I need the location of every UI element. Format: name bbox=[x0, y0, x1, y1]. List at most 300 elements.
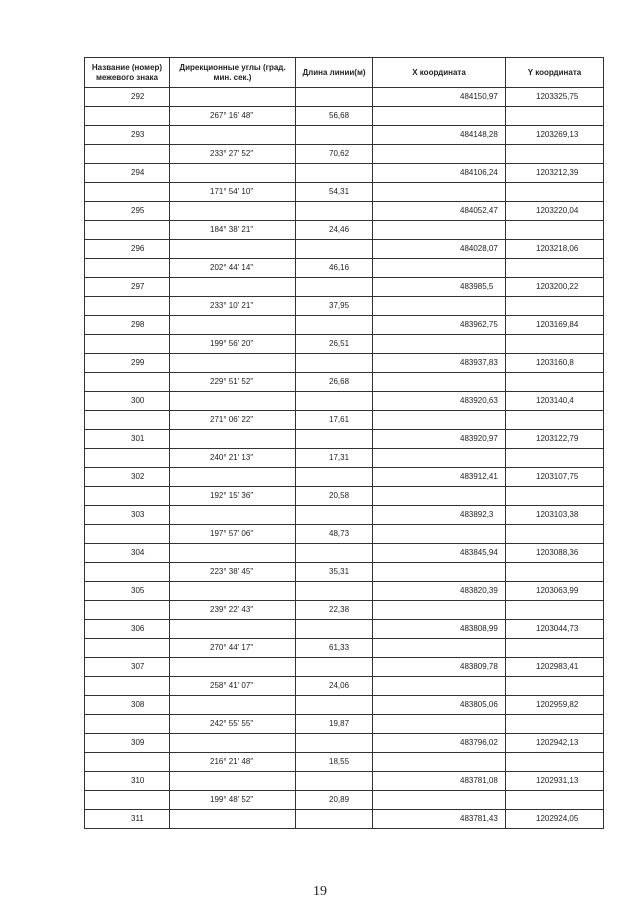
cell-y-value: 1203218,06 bbox=[536, 244, 579, 253]
cell-y-value: 1203088,36 bbox=[536, 548, 579, 557]
cell-length bbox=[296, 202, 373, 221]
cell-length bbox=[296, 145, 373, 164]
cell-name bbox=[85, 601, 170, 620]
cell-y bbox=[506, 259, 604, 278]
cell-length bbox=[296, 582, 373, 601]
cell-x bbox=[373, 240, 506, 259]
cell-y bbox=[506, 487, 604, 506]
cell-x bbox=[373, 544, 506, 563]
cell-name-value: 309 bbox=[131, 738, 145, 747]
cell-y-value: 1203044,73 bbox=[536, 624, 579, 633]
coordinates-table bbox=[84, 57, 604, 829]
cell-angle bbox=[170, 335, 296, 354]
cell-angle bbox=[170, 525, 296, 544]
cell-x bbox=[373, 297, 506, 316]
cell-x bbox=[373, 278, 506, 297]
cell-name bbox=[85, 278, 170, 297]
cell-x bbox=[373, 563, 506, 582]
cell-angle-value: 233° 10' 21" bbox=[210, 301, 254, 310]
cell-x bbox=[373, 772, 506, 791]
cell-angle-value: 267° 16' 48" bbox=[210, 111, 254, 120]
cell-y-value: 1202931,13 bbox=[536, 776, 579, 785]
cell-angle-value: 270° 44' 17" bbox=[210, 643, 254, 652]
cell-name bbox=[85, 715, 170, 734]
cell-y bbox=[506, 753, 604, 772]
cell-angle-value: 240° 21' 13" bbox=[210, 453, 254, 462]
cell-length bbox=[296, 88, 373, 107]
cell-name bbox=[85, 202, 170, 221]
cell-y-value: 1202983,41 bbox=[536, 662, 579, 671]
cell-length bbox=[296, 696, 373, 715]
cell-angle bbox=[170, 582, 296, 601]
cell-x-value: 483912,41 bbox=[460, 472, 498, 481]
cell-y bbox=[506, 791, 604, 810]
cell-length-value: 19,87 bbox=[329, 719, 350, 728]
table-row bbox=[85, 525, 604, 544]
cell-length bbox=[296, 658, 373, 677]
cell-length bbox=[296, 297, 373, 316]
cell-x-value: 483781,43 bbox=[460, 814, 498, 823]
cell-length-value: 22,38 bbox=[329, 605, 350, 614]
cell-angle bbox=[170, 259, 296, 278]
cell-x bbox=[373, 449, 506, 468]
cell-x bbox=[373, 506, 506, 525]
cell-angle-value: 239° 22' 43" bbox=[210, 605, 254, 614]
cell-angle bbox=[170, 240, 296, 259]
cell-y bbox=[506, 240, 604, 259]
cell-x-value: 484106,24 bbox=[460, 168, 498, 177]
cell-x bbox=[373, 107, 506, 126]
cell-name-value: 310 bbox=[131, 776, 145, 785]
cell-length-value: 37,95 bbox=[329, 301, 350, 310]
table-header-row bbox=[85, 58, 604, 88]
cell-angle bbox=[170, 677, 296, 696]
cell-name bbox=[85, 544, 170, 563]
cell-angle bbox=[170, 468, 296, 487]
cell-name-value: 308 bbox=[131, 700, 145, 709]
cell-length-value: 46,16 bbox=[329, 263, 350, 272]
cell-y-value: 1203212,39 bbox=[536, 168, 579, 177]
cell-y bbox=[506, 715, 604, 734]
cell-x bbox=[373, 734, 506, 753]
table-body bbox=[85, 88, 604, 829]
cell-y bbox=[506, 658, 604, 677]
table-row bbox=[85, 620, 604, 639]
cell-angle-value: 233° 27' 52" bbox=[210, 149, 254, 158]
cell-length bbox=[296, 164, 373, 183]
page-number: 19 bbox=[313, 884, 327, 899]
cell-x-value: 483962,75 bbox=[460, 320, 498, 329]
header-angle: Дирекционные углы (град. мин. сек.) bbox=[170, 58, 296, 88]
cell-y bbox=[506, 373, 604, 392]
cell-y bbox=[506, 734, 604, 753]
cell-y bbox=[506, 164, 604, 183]
cell-y bbox=[506, 582, 604, 601]
table-row bbox=[85, 316, 604, 335]
table-row bbox=[85, 240, 604, 259]
header-length: Длина линии(м) bbox=[296, 58, 373, 88]
cell-angle bbox=[170, 373, 296, 392]
cell-angle bbox=[170, 696, 296, 715]
cell-length bbox=[296, 354, 373, 373]
table-row bbox=[85, 753, 604, 772]
cell-name bbox=[85, 677, 170, 696]
table-row bbox=[85, 411, 604, 430]
cell-y-value: 1203200,22 bbox=[536, 282, 579, 291]
table-row bbox=[85, 791, 604, 810]
table-row bbox=[85, 278, 604, 297]
table-row bbox=[85, 88, 604, 107]
cell-name bbox=[85, 297, 170, 316]
table-row bbox=[85, 449, 604, 468]
cell-name-value: 297 bbox=[131, 282, 145, 291]
cell-angle-value: 184° 38' 21" bbox=[210, 225, 254, 234]
cell-y bbox=[506, 506, 604, 525]
cell-length bbox=[296, 525, 373, 544]
cell-y bbox=[506, 468, 604, 487]
boundary-coordinates-table bbox=[84, 57, 603, 829]
cell-name-value: 296 bbox=[131, 244, 145, 253]
cell-y-value: 1203063,99 bbox=[536, 586, 579, 595]
table-row bbox=[85, 658, 604, 677]
table-row bbox=[85, 183, 604, 202]
cell-name bbox=[85, 487, 170, 506]
cell-angle-value: 229° 51' 52" bbox=[210, 377, 254, 386]
cell-name bbox=[85, 753, 170, 772]
cell-x bbox=[373, 202, 506, 221]
cell-angle bbox=[170, 791, 296, 810]
cell-y bbox=[506, 392, 604, 411]
cell-y bbox=[506, 88, 604, 107]
cell-angle-value: 223° 38' 45" bbox=[210, 567, 254, 576]
cell-length bbox=[296, 373, 373, 392]
table-row bbox=[85, 373, 604, 392]
cell-x bbox=[373, 259, 506, 278]
cell-y bbox=[506, 221, 604, 240]
cell-length-value: 18,55 bbox=[329, 757, 350, 766]
cell-x-value: 483808,99 bbox=[460, 624, 498, 633]
table-row bbox=[85, 639, 604, 658]
cell-y bbox=[506, 430, 604, 449]
table-row bbox=[85, 430, 604, 449]
table-row bbox=[85, 126, 604, 145]
cell-x bbox=[373, 468, 506, 487]
table-row bbox=[85, 259, 604, 278]
cell-y bbox=[506, 677, 604, 696]
cell-x bbox=[373, 696, 506, 715]
header-y: Y координата bbox=[506, 58, 604, 88]
cell-name-value: 306 bbox=[131, 624, 145, 633]
cell-x-value: 484052,47 bbox=[460, 206, 498, 215]
cell-length-value: 20,89 bbox=[329, 795, 350, 804]
cell-y bbox=[506, 449, 604, 468]
cell-name bbox=[85, 259, 170, 278]
cell-x bbox=[373, 316, 506, 335]
cell-angle bbox=[170, 88, 296, 107]
cell-length-value: 35,31 bbox=[329, 567, 350, 576]
cell-angle bbox=[170, 639, 296, 658]
cell-length bbox=[296, 677, 373, 696]
cell-length-value: 56,68 bbox=[329, 111, 350, 120]
cell-x bbox=[373, 620, 506, 639]
cell-x-value: 483937,83 bbox=[460, 358, 498, 367]
cell-name-value: 299 bbox=[131, 358, 145, 367]
cell-y bbox=[506, 810, 604, 829]
cell-angle bbox=[170, 202, 296, 221]
cell-length bbox=[296, 753, 373, 772]
cell-name bbox=[85, 88, 170, 107]
cell-name bbox=[85, 791, 170, 810]
cell-length bbox=[296, 715, 373, 734]
cell-name-value: 304 bbox=[131, 548, 145, 557]
cell-name bbox=[85, 810, 170, 829]
cell-length-value: 20,58 bbox=[329, 491, 350, 500]
cell-length bbox=[296, 468, 373, 487]
cell-y bbox=[506, 107, 604, 126]
cell-x-value: 483805,06 bbox=[460, 700, 498, 709]
cell-x bbox=[373, 715, 506, 734]
cell-angle bbox=[170, 316, 296, 335]
cell-length bbox=[296, 316, 373, 335]
cell-name bbox=[85, 373, 170, 392]
cell-name bbox=[85, 183, 170, 202]
cell-y-value: 1203107,75 bbox=[536, 472, 579, 481]
cell-length-value: 26,68 bbox=[329, 377, 350, 386]
cell-angle-value: 242° 55' 55" bbox=[210, 719, 254, 728]
cell-x bbox=[373, 658, 506, 677]
cell-y bbox=[506, 297, 604, 316]
cell-angle bbox=[170, 126, 296, 145]
cell-length bbox=[296, 791, 373, 810]
cell-x bbox=[373, 145, 506, 164]
cell-x-value: 483985,5 bbox=[460, 282, 494, 291]
cell-angle-value: 171° 54' 10" bbox=[210, 187, 254, 196]
cell-length bbox=[296, 278, 373, 297]
cell-x-value: 483781,08 bbox=[460, 776, 498, 785]
cell-name bbox=[85, 620, 170, 639]
table-row bbox=[85, 563, 604, 582]
cell-name-value: 295 bbox=[131, 206, 145, 215]
cell-y bbox=[506, 126, 604, 145]
cell-y bbox=[506, 696, 604, 715]
cell-x bbox=[373, 335, 506, 354]
table-row bbox=[85, 297, 604, 316]
table-row bbox=[85, 810, 604, 829]
table-row bbox=[85, 582, 604, 601]
cell-angle bbox=[170, 544, 296, 563]
cell-y-value: 1203103,38 bbox=[536, 510, 579, 519]
cell-length bbox=[296, 772, 373, 791]
cell-angle bbox=[170, 297, 296, 316]
cell-angle bbox=[170, 772, 296, 791]
cell-x-value: 483920,97 bbox=[460, 434, 498, 443]
table-row bbox=[85, 677, 604, 696]
cell-name bbox=[85, 126, 170, 145]
cell-x-value: 483809,78 bbox=[460, 662, 498, 671]
cell-x bbox=[373, 354, 506, 373]
cell-y bbox=[506, 183, 604, 202]
cell-length bbox=[296, 430, 373, 449]
cell-x bbox=[373, 126, 506, 145]
cell-length-value: 24,06 bbox=[329, 681, 350, 690]
cell-name bbox=[85, 430, 170, 449]
cell-length bbox=[296, 221, 373, 240]
cell-angle bbox=[170, 449, 296, 468]
cell-angle bbox=[170, 392, 296, 411]
cell-y bbox=[506, 772, 604, 791]
table-row bbox=[85, 202, 604, 221]
cell-x bbox=[373, 183, 506, 202]
cell-x bbox=[373, 430, 506, 449]
cell-y bbox=[506, 411, 604, 430]
cell-angle-value: 199° 56' 20" bbox=[210, 339, 254, 348]
cell-name bbox=[85, 696, 170, 715]
cell-x-value: 484150,97 bbox=[460, 92, 498, 101]
cell-y bbox=[506, 544, 604, 563]
cell-name-value: 294 bbox=[131, 168, 145, 177]
cell-y-value: 1203169,84 bbox=[536, 320, 579, 329]
cell-angle bbox=[170, 411, 296, 430]
header-name: Название (номер) межевого знака bbox=[85, 58, 170, 88]
cell-y-value: 1203122,79 bbox=[536, 434, 579, 443]
cell-length bbox=[296, 544, 373, 563]
cell-name bbox=[85, 164, 170, 183]
cell-angle bbox=[170, 563, 296, 582]
cell-angle bbox=[170, 145, 296, 164]
cell-y bbox=[506, 316, 604, 335]
cell-x bbox=[373, 639, 506, 658]
table-row bbox=[85, 164, 604, 183]
cell-name bbox=[85, 639, 170, 658]
cell-x bbox=[373, 791, 506, 810]
cell-name bbox=[85, 449, 170, 468]
header-x: X координата bbox=[373, 58, 506, 88]
cell-x bbox=[373, 88, 506, 107]
cell-angle bbox=[170, 601, 296, 620]
cell-y-value: 1203220,04 bbox=[536, 206, 579, 215]
cell-y bbox=[506, 335, 604, 354]
table-row bbox=[85, 544, 604, 563]
cell-angle bbox=[170, 810, 296, 829]
table-row bbox=[85, 506, 604, 525]
cell-angle bbox=[170, 107, 296, 126]
cell-angle bbox=[170, 658, 296, 677]
cell-length-value: 26,51 bbox=[329, 339, 350, 348]
cell-x bbox=[373, 373, 506, 392]
cell-angle bbox=[170, 354, 296, 373]
cell-length bbox=[296, 183, 373, 202]
cell-x-value: 483920,63 bbox=[460, 396, 498, 405]
cell-length bbox=[296, 449, 373, 468]
cell-y bbox=[506, 145, 604, 164]
cell-name-value: 293 bbox=[131, 130, 145, 139]
cell-length bbox=[296, 810, 373, 829]
table-row bbox=[85, 145, 604, 164]
cell-y-value: 1203160,8 bbox=[536, 358, 574, 367]
cell-y bbox=[506, 354, 604, 373]
cell-angle bbox=[170, 715, 296, 734]
cell-y-value: 1203325,75 bbox=[536, 92, 579, 101]
cell-name bbox=[85, 525, 170, 544]
cell-angle bbox=[170, 164, 296, 183]
cell-length-value: 48,73 bbox=[329, 529, 350, 538]
cell-name-value: 301 bbox=[131, 434, 145, 443]
cell-angle-value: 199° 48' 52" bbox=[210, 795, 254, 804]
cell-name bbox=[85, 335, 170, 354]
cell-name-value: 300 bbox=[131, 396, 145, 405]
cell-length bbox=[296, 487, 373, 506]
cell-name bbox=[85, 354, 170, 373]
cell-angle-value: 271° 06' 22" bbox=[210, 415, 254, 424]
cell-x-value: 483892,3 bbox=[460, 510, 494, 519]
cell-angle-value: 258° 41' 07" bbox=[210, 681, 254, 690]
cell-name-value: 302 bbox=[131, 472, 145, 481]
cell-x-value: 483820,39 bbox=[460, 586, 498, 595]
cell-name-value: 307 bbox=[131, 662, 145, 671]
table-row bbox=[85, 734, 604, 753]
cell-name bbox=[85, 411, 170, 430]
cell-angle-value: 192° 15' 36" bbox=[210, 491, 254, 500]
cell-y-value: 1202959,82 bbox=[536, 700, 579, 709]
cell-length bbox=[296, 734, 373, 753]
cell-x-value: 483796,02 bbox=[460, 738, 498, 747]
cell-x-value: 483845,94 bbox=[460, 548, 498, 557]
cell-y-value: 1203140,4 bbox=[536, 396, 574, 405]
cell-y bbox=[506, 639, 604, 658]
cell-length-value: 54,31 bbox=[329, 187, 350, 196]
cell-length bbox=[296, 126, 373, 145]
cell-x bbox=[373, 392, 506, 411]
table-row bbox=[85, 696, 604, 715]
cell-length bbox=[296, 259, 373, 278]
cell-name bbox=[85, 563, 170, 582]
cell-name bbox=[85, 316, 170, 335]
cell-length bbox=[296, 601, 373, 620]
cell-angle bbox=[170, 753, 296, 772]
cell-angle bbox=[170, 221, 296, 240]
cell-length-value: 70,62 bbox=[329, 149, 350, 158]
table-row bbox=[85, 392, 604, 411]
cell-name bbox=[85, 734, 170, 753]
cell-x bbox=[373, 601, 506, 620]
cell-x bbox=[373, 753, 506, 772]
cell-angle-value: 197° 57' 06" bbox=[210, 529, 254, 538]
cell-name bbox=[85, 107, 170, 126]
cell-name-value: 303 bbox=[131, 510, 145, 519]
cell-length bbox=[296, 411, 373, 430]
table-row bbox=[85, 487, 604, 506]
cell-length-value: 17,61 bbox=[329, 415, 350, 424]
cell-y-value: 1203269,13 bbox=[536, 130, 579, 139]
cell-x bbox=[373, 582, 506, 601]
cell-angle-value: 202° 44' 14" bbox=[210, 263, 254, 272]
cell-length bbox=[296, 107, 373, 126]
cell-length-value: 17,31 bbox=[329, 453, 350, 462]
cell-x bbox=[373, 677, 506, 696]
cell-angle bbox=[170, 734, 296, 753]
cell-y bbox=[506, 563, 604, 582]
cell-name bbox=[85, 145, 170, 164]
cell-name-value: 305 bbox=[131, 586, 145, 595]
cell-name bbox=[85, 221, 170, 240]
table-row bbox=[85, 772, 604, 791]
cell-name-value: 292 bbox=[131, 92, 145, 101]
cell-length bbox=[296, 506, 373, 525]
cell-angle bbox=[170, 506, 296, 525]
cell-y-value: 1202942,13 bbox=[536, 738, 579, 747]
cell-angle bbox=[170, 430, 296, 449]
cell-y-value: 1202924,05 bbox=[536, 814, 579, 823]
